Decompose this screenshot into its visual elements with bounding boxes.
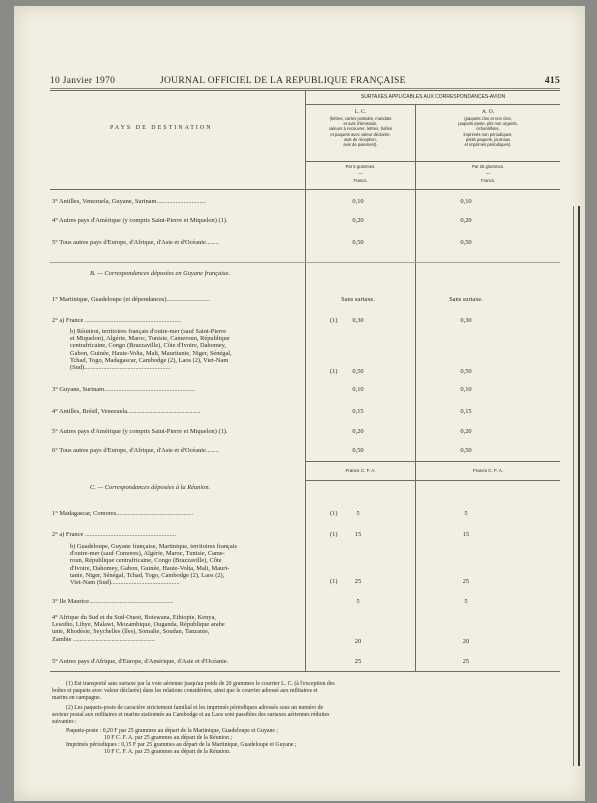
row-b6-lc: 0,50 — [352, 447, 364, 454]
footnote-2-line-5: 10 F C. F. A. par 25 grammes au départ de la Réunion ; — [104, 735, 233, 741]
row-c4-ao: 20 — [462, 638, 470, 645]
footnote-1-line-2: boîtes et paquets avec valeur déclarée) dans les relations considérées, ainsi que le courrier adressé aux militaires et — [52, 688, 318, 694]
lc-description-line: et avis d'émission, — [343, 121, 378, 127]
journal-title: JOURNAL OFFICIEL DE LA REPUBLIQUE FRANÇAISE — [160, 76, 406, 86]
row-b4-lc: 0,15 — [352, 408, 364, 415]
ao-unit: Par 25 grammes. — [471, 164, 505, 169]
row-b2b-line: Gabon, Guinée, Haute-Volta, Mali, Mauritanie, Niger, Sénégal, — [70, 349, 232, 357]
row-c2b-ao: 25 — [462, 578, 470, 585]
row-b1-text: 1° Martinique, Guadeloupe (et dépendances)........................... — [52, 296, 210, 303]
row-c2b-line: d'Ivoire, Dahomey, Gabon, Guinée, Haute-Volta, Mali, Mauri- — [70, 564, 230, 572]
footnote-2-line-2: secteur postal aux militaires et marins stationnés au Cambodge et au Laos sont passibles des surtaxes aériennes réduites — [52, 712, 330, 718]
ao-description-line: et imprimés périodiques). — [464, 142, 512, 148]
header-date: 10 Janvier 1970 — [50, 76, 116, 86]
row-c3-lc: 5 — [356, 598, 360, 605]
ao-description — [416, 116, 560, 147]
row-c2b-line: b) Guadeloupe, Guyane française, Martinique, territoires français — [70, 543, 237, 550]
rule-top-2 — [50, 88, 560, 89]
row-a3-lc: 0,10 — [352, 198, 364, 205]
row-c4-text — [52, 614, 225, 643]
row-b5-lc: 0,20 — [352, 428, 364, 435]
footnote-2-line-1: (2) Les paquets-poste de caractère strictement familial et les imprimés périodiques adressés sous un numéro de — [66, 705, 324, 711]
row-b1-lc: Sans surtaxe. — [341, 296, 375, 303]
row-c4-line: unie, Rhodésie, Seychelles (îles), Somalie, Soudan, Tanzanie, — [52, 628, 210, 636]
row-a3-ao: 0,10 — [460, 198, 472, 205]
page-edge-shadow — [578, 206, 580, 766]
row-c5-lc: 25 — [354, 658, 362, 665]
row-c2b-line: tanie, Niger, Sénégal, Tchad, Togo, Cambodge (2), Laos (2), — [70, 571, 225, 579]
rule-section-b — [50, 262, 560, 263]
row-a4-lc: 0,20 — [352, 217, 364, 224]
ao-dash: — — [485, 171, 491, 176]
row-c1-ao: 5 — [464, 510, 468, 517]
row-c2a-ao: 15 — [462, 531, 470, 538]
row-c3-text: 3° Ile Maurice..................................................... — [52, 598, 174, 605]
page-edge-line — [573, 206, 574, 766]
row-b2b-ao: 0,50 — [460, 368, 472, 375]
lc-description-line: valeurs à recouvrer, lettres, boîtes — [328, 126, 393, 132]
row-b2b-mark: (1) — [330, 368, 338, 375]
row-b2a-ao: 0,30 — [460, 317, 472, 324]
row-a3-text: 3° Antilles, Venezuela, Guyane, Surinam............................... — [52, 198, 207, 205]
row-b6-ao: 0,50 — [460, 447, 472, 454]
rule-unit — [305, 161, 560, 162]
lc-description-line: et paquets avec valeur déclarée, — [330, 131, 391, 137]
row-c5-text: 5° Autres pays d'Afrique, d'Europe, d'Amérique, d'Asie et d'Océanie. — [52, 658, 229, 665]
rule-cfa-bottom — [305, 480, 560, 481]
lc-currency: Francs. — [353, 178, 368, 183]
row-b2a-text: 2° a) France ............................................................ — [52, 317, 181, 324]
lc-description-line: (lettres, cartes postales, mandats — [329, 116, 392, 121]
journal-page — [14, 6, 585, 801]
destination-label: PAYS DE DESTINATION — [110, 125, 213, 131]
lc-unit: Par 5 grammes. — [345, 164, 376, 169]
rule-head-bottom — [50, 189, 560, 190]
row-a4-ao: 0,20 — [460, 217, 472, 224]
row-c2b-line: d'outre-mer (sauf Comores), Algérie, Maroc, Tunisie, Came- — [70, 550, 225, 558]
footnote-2-line-6: Imprimés périodiques : 0,15 F par 25 grammes au départ de la Martinique, Guadeloupe et Guyane ; — [66, 742, 297, 748]
rule-bottom — [50, 671, 560, 672]
row-c2b-mark: (1) — [330, 578, 338, 585]
row-b2b-line: centrafricaine, Congo (Brazzaville), Côte d'Ivoire, Dahomey, — [70, 342, 226, 350]
footnote-2-line-3: suivantes : — [52, 719, 77, 725]
row-b2b-lc: 0,50 — [352, 368, 364, 375]
row-c2a-text: 2° a) France ......................................................... — [52, 531, 176, 538]
section-b-title: B. — Correspondances déposées en Guyane française. — [90, 270, 230, 277]
row-b4-text: 4° Antilles, Brésil, Venezuela.............................................. — [52, 408, 201, 415]
row-c2b-line: Viet-Nam (Sud)........................................... — [70, 579, 180, 587]
lc-description-line: avis de réception, — [344, 136, 377, 142]
lc-cfa: Francs C. F. A. — [345, 468, 376, 473]
row-c2a-mark: (1) — [330, 531, 338, 538]
row-c4-line: 4° Afrique du Sud et du Sud-Ouest, Botswana, Ethiopie, Kenya, — [52, 614, 216, 621]
lc-dash: — — [358, 171, 363, 176]
row-a5-ao: 0,50 — [460, 239, 472, 246]
row-c3-ao: 5 — [464, 598, 468, 605]
row-b3-text: 3° Guyane, Surinam......................................................... — [52, 386, 196, 393]
row-c1-text: 1° Madagascar, Comores................................................ — [52, 510, 193, 517]
footnote-2-line-7: 10 F C. F. A. par 25 grammes au départ de la Réunion. — [104, 749, 231, 755]
lc-title: L. C. — [354, 109, 367, 115]
row-c4-line: Zambie ................................................... — [52, 635, 155, 643]
ao-description-line: paquets-poste, plis non urgents, — [458, 121, 518, 127]
row-c4-lc: 20 — [354, 638, 362, 645]
ao-description-line: échantillons, — [476, 126, 500, 132]
row-b6-text: 6° Tous autres pays d'Europe, d'Afrique, d'Asie et d'Océanie........ — [52, 447, 219, 454]
row-b4-ao: 0,15 — [460, 408, 472, 415]
row-c2b-text — [70, 543, 237, 586]
row-a5-lc: 0,50 — [352, 239, 364, 246]
page-number: 415 — [544, 76, 560, 86]
lc-description-line: avis de paiement). — [343, 142, 378, 148]
row-b2b-line: (Sud)...................................................... — [70, 364, 171, 372]
row-b2b-line: Tchad, Togo, Madagascar, Cambodge (2), Laos (2), Viet-Nam — [70, 356, 229, 364]
ao-currency: Francs. — [481, 178, 495, 183]
row-a4-text: 4° Autres pays d'Amérique (y compris Saint-Pierre et Miquelon) (1). — [52, 217, 228, 224]
rule-sub-head — [305, 104, 560, 105]
row-c2b-line: roun, République centrafricaine, Congo (Brazzaville), Côte — [70, 557, 222, 565]
row-b5-text: 5° Autres pays d'Amérique (y compris Saint-Pierre et Miquelon) (1). — [52, 428, 228, 435]
ao-description-line: petits paquets, journaux — [465, 136, 511, 142]
row-b2b-text — [70, 328, 232, 371]
row-c2b-lc: 25 — [354, 578, 362, 585]
rule-cfa-top — [305, 461, 560, 462]
lc-description — [306, 116, 415, 147]
row-b1-ao: Sans surtaxe. — [449, 296, 483, 303]
row-b2a-mark: (1) — [330, 317, 338, 324]
footnote-1-line-3: marins en campagne. — [52, 695, 102, 701]
row-c5-ao: 25 — [462, 658, 470, 665]
ao-cfa: Francs C. F. A. — [472, 468, 504, 473]
row-b2b-line: b) Réunion, territoires français d'outre-mer (sauf Saint-Pierre — [70, 328, 227, 335]
surtaxes-label: SURTAXES APPLICABLES AUX CORRESPONDANCES-AVION — [360, 94, 506, 100]
footnote-1-line-1: (1) Est transporté sans surtaxe par la voie aérienne jusqu'au poids de 20 grammes le courrier L. C. (à l'exception des — [66, 681, 335, 687]
row-a5-text: 5° Tous autres pays d'Europe, d'Afrique, d'Asie et d'Océanie........ — [52, 239, 219, 246]
ao-description-line: imprimés non périodiques, — [463, 131, 513, 137]
row-c1-lc: 5 — [356, 510, 360, 517]
row-b3-ao: 0,10 — [460, 386, 472, 393]
row-b2b-line: et Miquelon), Algérie, Maroc, Tunisie, Cameroun, République — [70, 335, 230, 343]
ao-title: A. O. — [481, 109, 495, 115]
ao-description-line: (paquets clos et non clos, — [464, 116, 512, 121]
row-c4-line: Lesotho, Libye, Malawi, Mozambique, Ouganda, République arabe — [52, 621, 225, 629]
footnote-2-line-4: Paquets-poste : 0,20 F par 25 grammes au départ de la Martinique, Guadeloupe et Guyane ; — [66, 728, 279, 734]
row-c1-mark: (1) — [330, 510, 338, 517]
row-c2a-lc: 15 — [354, 531, 362, 538]
page-header — [50, 76, 560, 86]
row-b3-lc: 0,10 — [352, 386, 364, 393]
row-b2a-lc: 0,30 — [352, 317, 364, 324]
section-c-title: C. — Correspondances déposées à la Réunion. — [90, 484, 211, 491]
row-b5-ao: 0,20 — [460, 428, 472, 435]
